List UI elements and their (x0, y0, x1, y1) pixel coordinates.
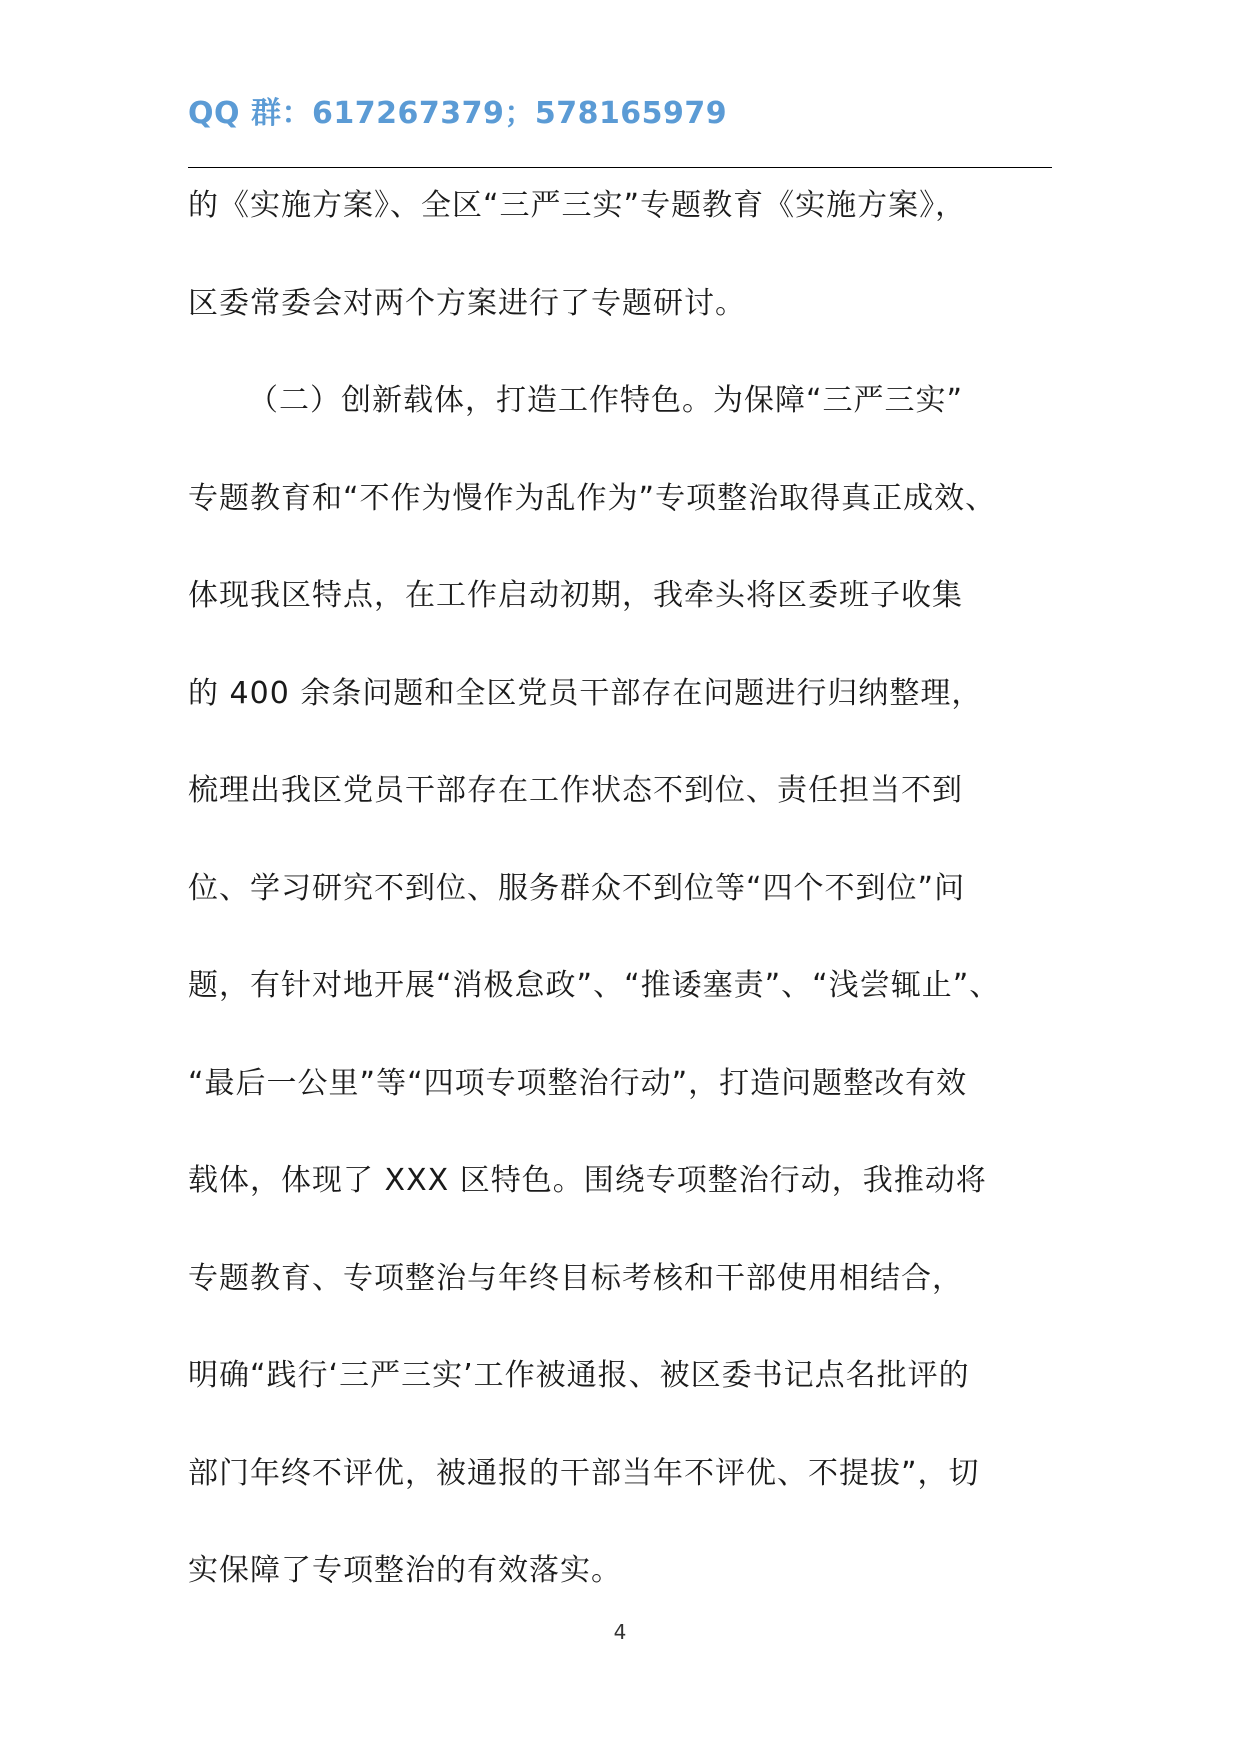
body-line: 的《实施方案》、全区“三严三实”专题教育《实施方案》， (188, 188, 967, 223)
page-number: 4 (613, 1620, 627, 1644)
body-line: 明确“践行‘三严三实’工作被通报、被区委书记点名批评的 (188, 1358, 970, 1393)
body-line: “最后一公里”等“四项专项整治行动”，打造问题整改有效 (188, 1065, 968, 1101)
body-line: 部门年终不评优，被通报的干部当年不评优、不提拔”，切 (188, 1455, 980, 1491)
body-line: 实保障了专项整治的有效落实。 (188, 1553, 622, 1588)
body-line: 专题教育、专项整治与年终目标考核和干部使用相结合， (188, 1260, 963, 1296)
paragraph-start-line: （二）创新载体，打造工作特色。为保障“三严三实” (248, 383, 964, 418)
header-divider (188, 167, 1052, 168)
body-line: 体现我区特点，在工作启动初期，我牵头将区委班子收集 (188, 578, 963, 613)
body-line: 位、学习研究不到位、服务群众不到位等“四个不到位”问 (188, 870, 966, 906)
body-line: 题，有针对地开展“消极怠政”、“推诿塞责”、“浅尝辄止”、 (188, 968, 1001, 1003)
body-line: 载体，体现了 XXX 区特色。围绕专项整治行动，我推动将 (188, 1163, 987, 1198)
qq-group-header: QQ 群：617267379；578165979 (188, 96, 728, 131)
body-line: 梳理出我区党员干部存在工作状态不到位、责任担当不到 (188, 773, 963, 808)
body-line: 专题教育和“不作为慢作为乱作为”专项整治取得真正成效、 (188, 480, 997, 516)
document-body (188, 176, 1068, 1639)
body-line: 区委常委会对两个方案进行了专题研讨。 (188, 285, 746, 321)
body-line: 的 400 余条问题和全区党员干部存在问题进行归纳整理， (188, 675, 983, 711)
